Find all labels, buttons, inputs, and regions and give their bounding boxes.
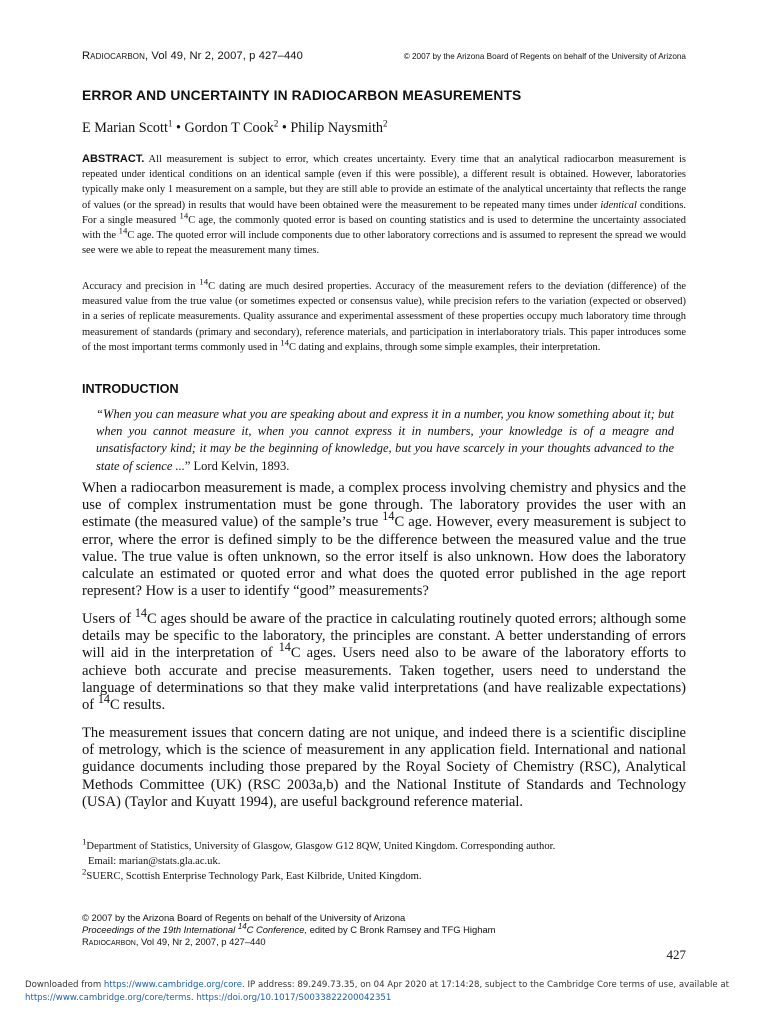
download-notice: Downloaded from https://www.cambridge.org/core. IP address: 89.249.73.35, on 04 Apr 2020 at 17:14:28, subject to the Cambridge Core terms of use, available at https://www.cambridge.org/core/terms. https://doi.org/10.1017/S0033822200042351: [25, 980, 730, 1003]
footnotes: [82, 836, 686, 885]
author-name: Gordon T Cook: [184, 120, 274, 136]
body-paragraph: Users of $^{14}$C ages should be aware of the practice in calculating routinely quoted errors; although some details may be specific to the laboratory, the principles are constant. A better understanding of errors will aid in the interpretation of $^{14}$C ages. Users need also to be aware of the laboratory efforts to achieve both accurate and precise measurements. Taken together, users need to understand the language of determinations so that they make valid interpretations (and have realizable expectations) of $^{14}$C results.: [82, 606, 686, 714]
doi-link[interactable]: https://doi.org/10.1017/S0033822200042351: [196, 993, 392, 1003]
affiliation-mark: 1: [167, 118, 173, 129]
publication-copyright: © 2007 by the Arizona Board of Regents on behalf of the University of Arizona: [82, 912, 406, 923]
affiliation-mark: 2: [383, 118, 388, 129]
header-copyright: © 2007 by the Arizona Board of Regents on behalf of the University of Arizona: [403, 52, 686, 61]
footnote-1: $^1$Department of Statistics, University of Glasgow, Glasgow G12 8QW, United Kingdom. Corresponding author.: [82, 836, 556, 852]
author-list: E Marian Scott$^1$ • Gordon T Cook$^2$ • Philip Naysmith$^2$: [82, 118, 388, 136]
cambridge-core-link[interactable]: https://www.cambridge.org/core: [103, 980, 243, 990]
running-head: [82, 50, 686, 66]
abstract-label: ABSTRACT.: [82, 153, 145, 165]
publication-citation: Radiocarbon, Vol 49, Nr 2, 2007, p 427–440: [82, 935, 266, 947]
proceedings-line: Proceedings of the 19th International $^{14}$C Conference, edited by C Bronk Ramsey and TFG Higham: [82, 921, 496, 935]
epigraph-quote: “When you can measure what you are speaking about and express it in a number, you know something about it; but when you cannot measure it, when you cannot express it in numbers, your knowledge is of a meagre and unsatisfactory kind; it may be the beginning of knowledge, but you have scarcely in your thoughts advanced to the state of science ...” Lord Kelvin, 1893.: [96, 407, 674, 473]
abstract-paragraph: ABSTRACT. All measurement is subject to error, which creates uncertainty. Every time that an analytical radiocarbon measurement is repeated under identical conditions on an identical sample (even if this were possible), a different result is obtained. However, laboratories typically make only 1 measurement on a sample, but they are still able to provide an estimate of the analytical uncertainty that reflects the range of values (or the spread) in results that would have been obtained were the measurement to be repeated many times under identical conditions. For a single measured $^{14}$C age, the commonly quoted error is based on counting statistics and is used to determine the uncertainty associated with the $^{14}$C age. The quoted error will include components due to other laboratory corrections and is assumed to represent the spread we would see were we able to repeat the measurement many times.: [82, 153, 686, 257]
body-paragraph: When a radiocarbon measurement is made, a complex process involving chemistry and physics and the use of complex instrumentation must be gone through. The laboratory provides the user with an estimate (the measured value) of the sample’s true $^{14}$C age. However, every measurement is subject to error, where the error is defined simply to be the difference between the measured value and the true value. The true value is often unknown, so the error itself is also unknown. How does the laboratory calculate an estimated or quoted error and what does the quoted error published in the age report represent? How is a user to identify “good” measurements?: [82, 480, 686, 600]
page-number: 427: [666, 947, 686, 962]
terms-link[interactable]: https://www.cambridge.org/core/terms: [25, 993, 191, 1003]
footnote-1-email: Email: marian@stats.gla.ac.uk.: [88, 856, 221, 868]
author-name: E Marian Scott: [82, 120, 168, 136]
journal-citation: Radiocarbon, Vol 49, Nr 2, 2007, p 427–440: [82, 50, 303, 62]
publication-info: [82, 912, 686, 947]
body-paragraph: The measurement issues that concern dating are not unique, and indeed there is a scientific discipline of metrology, which is the science of measurement in any application field. International and national guidance documents including those prepared by the Royal Society of Chemistry (RSC), Analytical Methods Committee (UK) (RSC 2003a,b) and the National Institute of Standards and Technology (USA) (Taylor and Kuyatt 1994), are useful background reference material.: [82, 725, 686, 810]
section-heading: INTRODUCTION: [82, 382, 179, 396]
affiliation-mark: 2: [273, 118, 279, 129]
footnote-2: $^2$SUERC, Scottish Enterprise Technology Park, East Kilbride, United Kingdom.: [82, 866, 422, 883]
abstract-paragraph-2: Accuracy and precision in $^{14}$C dating are much desired properties. Accuracy of the measurement refers to the deviation (difference) of the measured value from the true value (or sometimes expected or consensus value), while precision refers to the variation (expected or observed) in a series of replicate measurements. Quality assurance and experimental assessment of these properties occupy much laboratory time through measurement of standards (primary and secondary), reference materials, and participation in interlaboratory trials. This paper introduces some of the most important terms commonly used in $^{14}$C dating and explains, through some simple examples, their interpretation.: [82, 276, 686, 353]
paper-title: ERROR AND UNCERTAINTY IN RADIOCARBON MEASUREMENTS: [82, 88, 522, 103]
author-name: Philip Naysmith: [290, 120, 383, 136]
